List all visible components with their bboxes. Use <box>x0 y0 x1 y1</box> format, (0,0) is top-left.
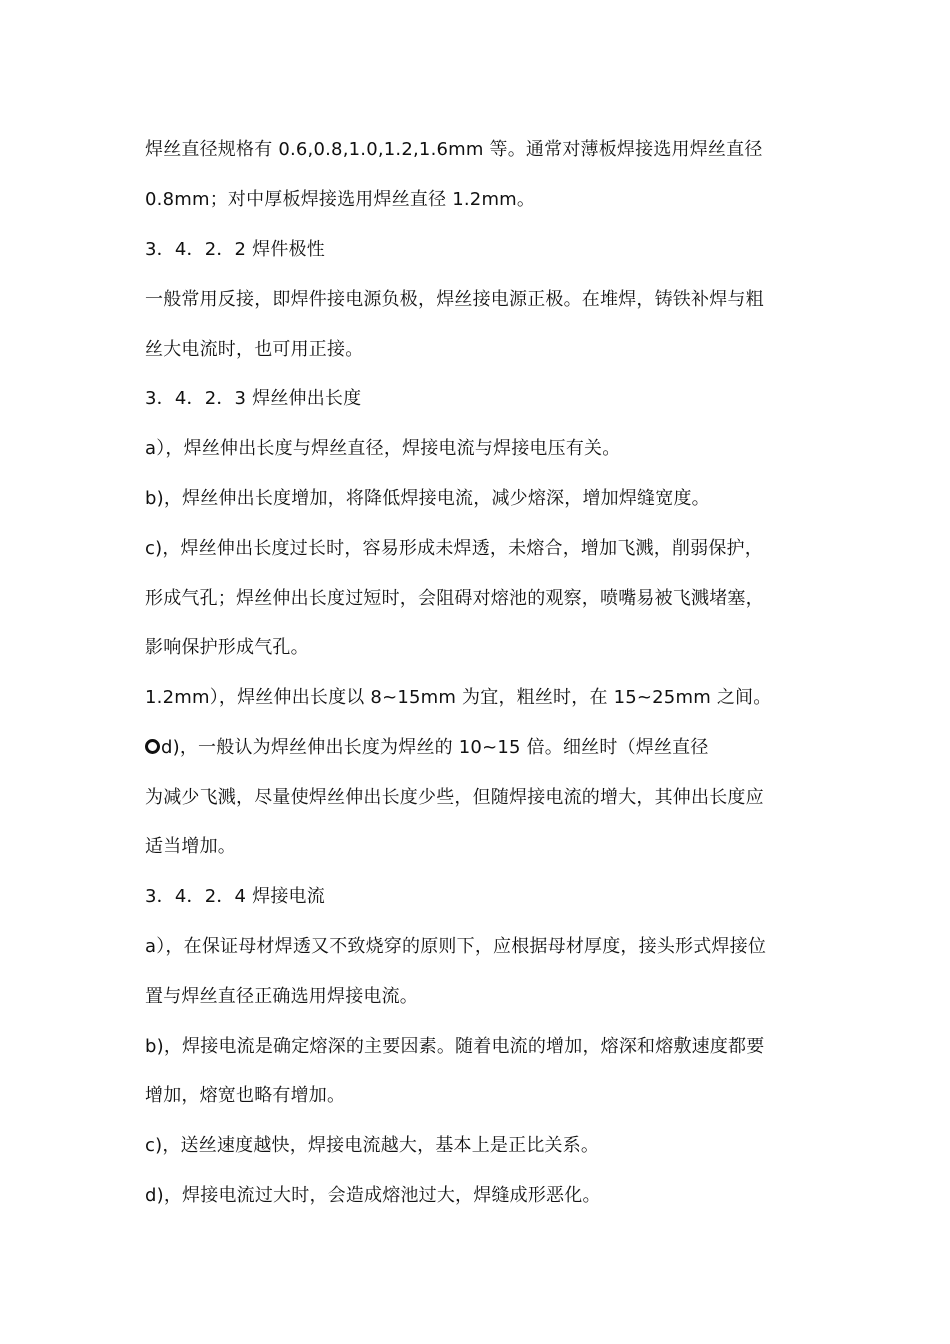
text-line: 丝大电流时，也可用正接。 <box>145 339 364 360</box>
bulleted-line-text: d)，一般认为焊丝伸出长度为焊丝的 10~15 倍。细丝时（焊丝直径 <box>161 737 709 758</box>
text-line: d)，焊接电流过大时，会造成熔池过大，焊缝成形恶化。 <box>145 1185 601 1206</box>
text-line: c)，焊丝伸出长度过长时，容易形成未焊透，未熔合，增加飞溅，削弱保护， <box>145 538 763 559</box>
text-line: 为减少飞溅，尽量使焊丝伸出长度少些，但随焊接电流的增大，其伸出长度应 <box>145 787 764 808</box>
text-line: 影响保护形成气孔。 <box>145 637 309 658</box>
bulleted-line <box>145 736 709 760</box>
text-line: b)，焊丝伸出长度增加，将降低焊接电流，减少熔深，增加焊缝宽度。 <box>145 488 710 509</box>
text-line: 适当增加。 <box>145 836 236 857</box>
text-line: b)，焊接电流是确定熔深的主要因素。随着电流的增加，熔深和熔敷速度都要 <box>145 1036 765 1057</box>
text-line: 置与焊丝直径正确选用焊接电流。 <box>145 986 418 1007</box>
text-line: 形成气孔；焊丝伸出长度过短时，会阻碍对熔池的观察，喷嘴易被飞溅堵塞， <box>145 588 764 609</box>
text-line: c)，送丝速度越快，焊接电流越大，基本上是正比关系。 <box>145 1135 600 1156</box>
text-line: 1.2mm），焊丝伸出长度以 8~15mm 为宜，粗丝时，在 15~25mm 之间。 <box>145 687 772 708</box>
text-line: a），在保证母材焊透又不致烧穿的原则下，应根据母材厚度，接头形式焊接位 <box>145 936 767 957</box>
section-heading: 3．4．2．4 焊接电流 <box>145 886 325 907</box>
text-line: 0.8mm；对中厚板焊接选用焊丝直径 1.2mm。 <box>145 189 536 210</box>
text-line: a），焊丝伸出长度与焊丝直径，焊接电流与焊接电压有关。 <box>145 438 621 459</box>
section-heading: 3．4．2．3 焊丝伸出长度 <box>145 388 362 409</box>
text-line: 增加，熔宽也略有增加。 <box>145 1085 346 1106</box>
text-line: 一般常用反接，即焊件接电源负极，焊丝接电源正极。在堆焊，铸铁补焊与粗 <box>145 289 764 310</box>
text-line: 焊丝直径规格有 0.6,0.8,1.0,1.2,1.6mm 等。通常对薄板焊接选用焊丝直径 <box>145 139 763 160</box>
section-heading: 3．4．2．2 焊件极性 <box>145 239 325 260</box>
circle-bullet-icon <box>145 739 160 754</box>
